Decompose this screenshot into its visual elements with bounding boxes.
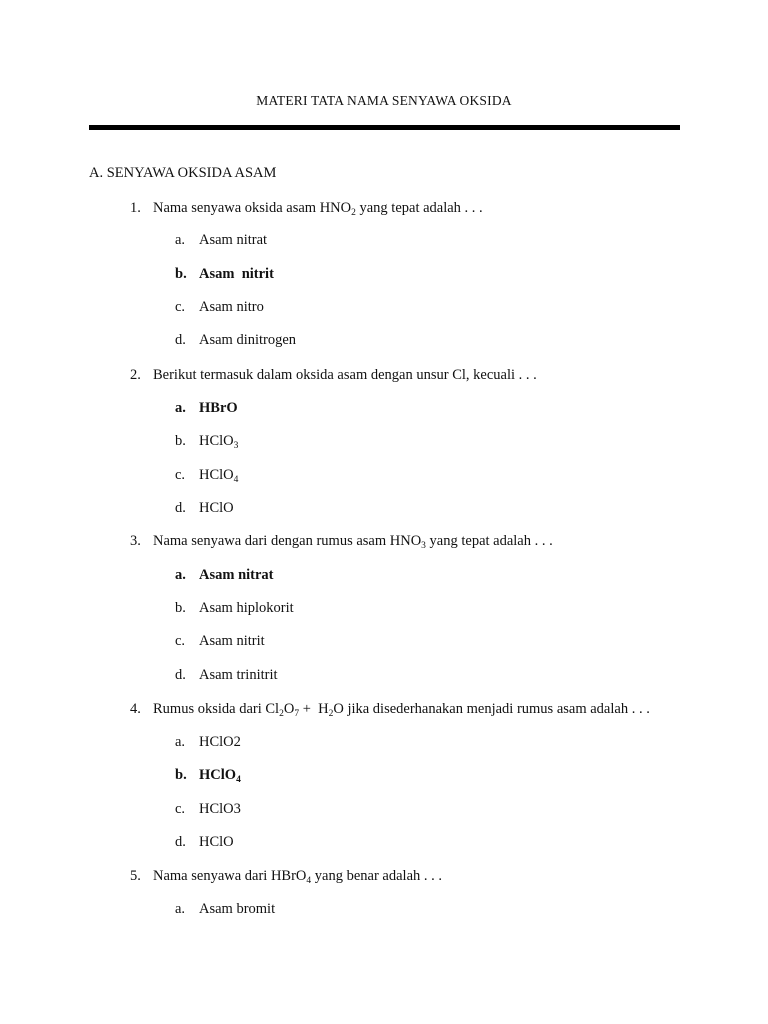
option-letter: b. [175, 266, 187, 282]
option-letter: b. [175, 767, 187, 783]
option-letter: c. [175, 299, 186, 315]
option-text: HBrO [199, 400, 238, 416]
question-text: Nama senyawa dari dengan rumus asam $HNO_3$ yang tepat adalah . . . [153, 533, 553, 551]
title-divider [89, 125, 680, 130]
option-text: Asam hiplokorit [199, 600, 294, 616]
question-text: Nama senyawa oksida asam $HNO_2$ yang tepat adalah . . . [153, 200, 483, 218]
option-text: HClO$_4$ [199, 467, 239, 485]
option-letter: a. [175, 901, 186, 917]
page-title: MATERI TATA NAMA SENYAWA OKSIDA [256, 93, 512, 108]
option-letter: a. [175, 734, 186, 750]
option-letter: d. [175, 667, 186, 683]
option-letter: d. [175, 834, 186, 850]
question-text: Berikut termasuk dalam oksida asam dengan unsur Cl, kecuali . . . [153, 367, 537, 383]
section-heading [89, 165, 276, 182]
question-number: 1. [130, 200, 141, 216]
option-text: HClO [199, 834, 234, 850]
option-text: Asam bromit [199, 901, 276, 917]
option-letter: b. [175, 433, 186, 449]
section-label: A. [89, 165, 104, 181]
option-text: Asam nitro [199, 299, 264, 315]
option-text: Asam trinitrit [199, 667, 278, 683]
option-letter: b. [175, 600, 186, 616]
option-text: HClO$_4$ [199, 767, 241, 785]
option-letter: d. [175, 332, 186, 348]
option-text: Asam nitrat [199, 567, 274, 583]
question-number: 2. [130, 367, 141, 383]
option-letter: c. [175, 467, 186, 483]
option-text: HClO$_3$ [199, 433, 239, 451]
option-text: Asam nitrit [199, 266, 274, 282]
option-letter: c. [175, 801, 186, 817]
question-number: 3. [130, 533, 141, 549]
option-letter: d. [175, 500, 186, 516]
option-text: HClO3 [199, 801, 241, 817]
question-text: Nama senyawa dari HBrO$_4$ yang benar adalah . . . [153, 868, 443, 886]
section-title: SENYAWA OKSIDA ASAM [106, 165, 277, 181]
option-letter: c. [175, 633, 186, 649]
option-text: Asam nitrit [199, 633, 265, 649]
question-number: 5. [130, 868, 141, 884]
option-text: HClO2 [199, 734, 241, 750]
option-letter: a. [175, 232, 186, 248]
option-letter: a. [175, 567, 186, 583]
question-text: Rumus oksida dari $Cl_2O_7 + H_2O$ jika disederhanakan menjadi rumus asam adalah . . . [153, 701, 650, 719]
option-text: Asam dinitrogen [199, 332, 297, 348]
option-text: HClO [199, 500, 234, 516]
question-number: 4. [130, 701, 141, 717]
option-letter: a. [175, 400, 186, 416]
option-text: Asam nitrat [199, 232, 268, 248]
